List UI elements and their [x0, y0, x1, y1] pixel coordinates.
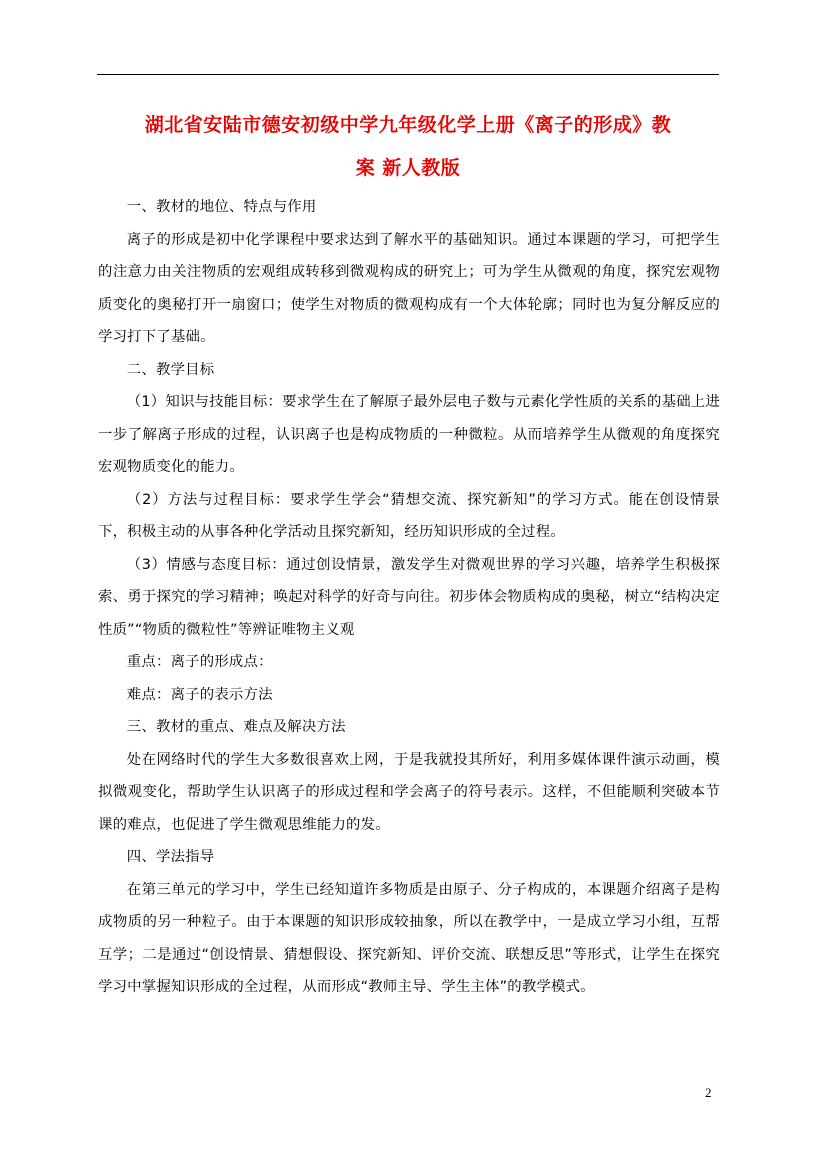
document-title-line-2: 案 新人教版: [355, 157, 461, 179]
objective-paragraph-1: （1）知识与技能目标：要求学生在了解原子最外层电子数与元素化学性质的关系的基础上进一步了解离子形成的过程，认识离子也是构成物质的一种微粒。从而培养学生从微观的角度探究宏观物质变化的能力。: [98, 394, 720, 475]
document-title-line-1: 湖北省安陆市德安初级中学九年级化学上册《离子的形成》教: [144, 114, 672, 136]
document-body: [98, 191, 720, 1004]
objective-paragraph-3: （3）情感与态度目标：通过创设情景，激发学生对微观世界的学习兴趣，培养学生积极探索、勇于探究的学习精神；唤起对科学的好奇与向往。初步体会物质构成的奥秘，树立“结构决定性质”“物质的微粒性”等辨证唯物主义观: [98, 556, 720, 638]
header-rule: [97, 74, 719, 75]
objective-paragraph-2: （2）方法与过程目标：要求学生学会“猜想交流、探究新知”的学习方式。能在创设情景下，积极主动的从事各种化学活动且探究新知，经历知识形成的全过程。: [98, 491, 720, 540]
section-heading-3: 三、教材的重点、难点及解决方法: [126, 719, 346, 735]
body-paragraph: 处在网络时代的学生大多数很喜欢上网，于是我就投其所好，利用多媒体课件演示动画，模拟微观变化，帮助学生认识离子的形成过程和学会离子的符号表示。这样，不但能顺利突破本节课的难点，也促进了学生微观思维能力的发。: [98, 751, 720, 833]
section-heading-4: 四、学法指导: [126, 849, 215, 865]
section-heading-1: 一、教材的地位、特点与作用: [126, 199, 317, 215]
key-point-line: 重点：离子的形成点：: [126, 654, 273, 670]
difficulty-line: 难点：离子的表示方法: [126, 686, 273, 703]
section-heading-2: 二、教学目标: [126, 361, 215, 378]
page-number: 2: [705, 1085, 712, 1100]
body-paragraph: 离子的形成是初中化学课程中要求达到了解水平的基础知识。通过本课题的学习，可把学生的注意力由关注物质的宏观组成转移到微观构成的研究上；可为学生从微观的角度，探究宏观物质变化的奥秘打开一扇窗口；使学生对物质的微观构成有一个大体轮廓；同时也为复分解反应的学习打下了基础。: [98, 231, 720, 345]
body-paragraph: 在第三单元的学习中，学生已经知道许多物质是由原子、分子构成的，本课题介绍离子是构成物质的另一种粒子。由于本课题的知识形成较抽象，所以在教学中，一是成立学习小组，互帮互学；二是通过“创设情景、猜想假设、探究新知、评价交流、联想反思”等形式，让学生在探究学习中掌握知识形成的全过程，从而形成“教师主导、学生主体”的教学模式。: [98, 881, 720, 995]
